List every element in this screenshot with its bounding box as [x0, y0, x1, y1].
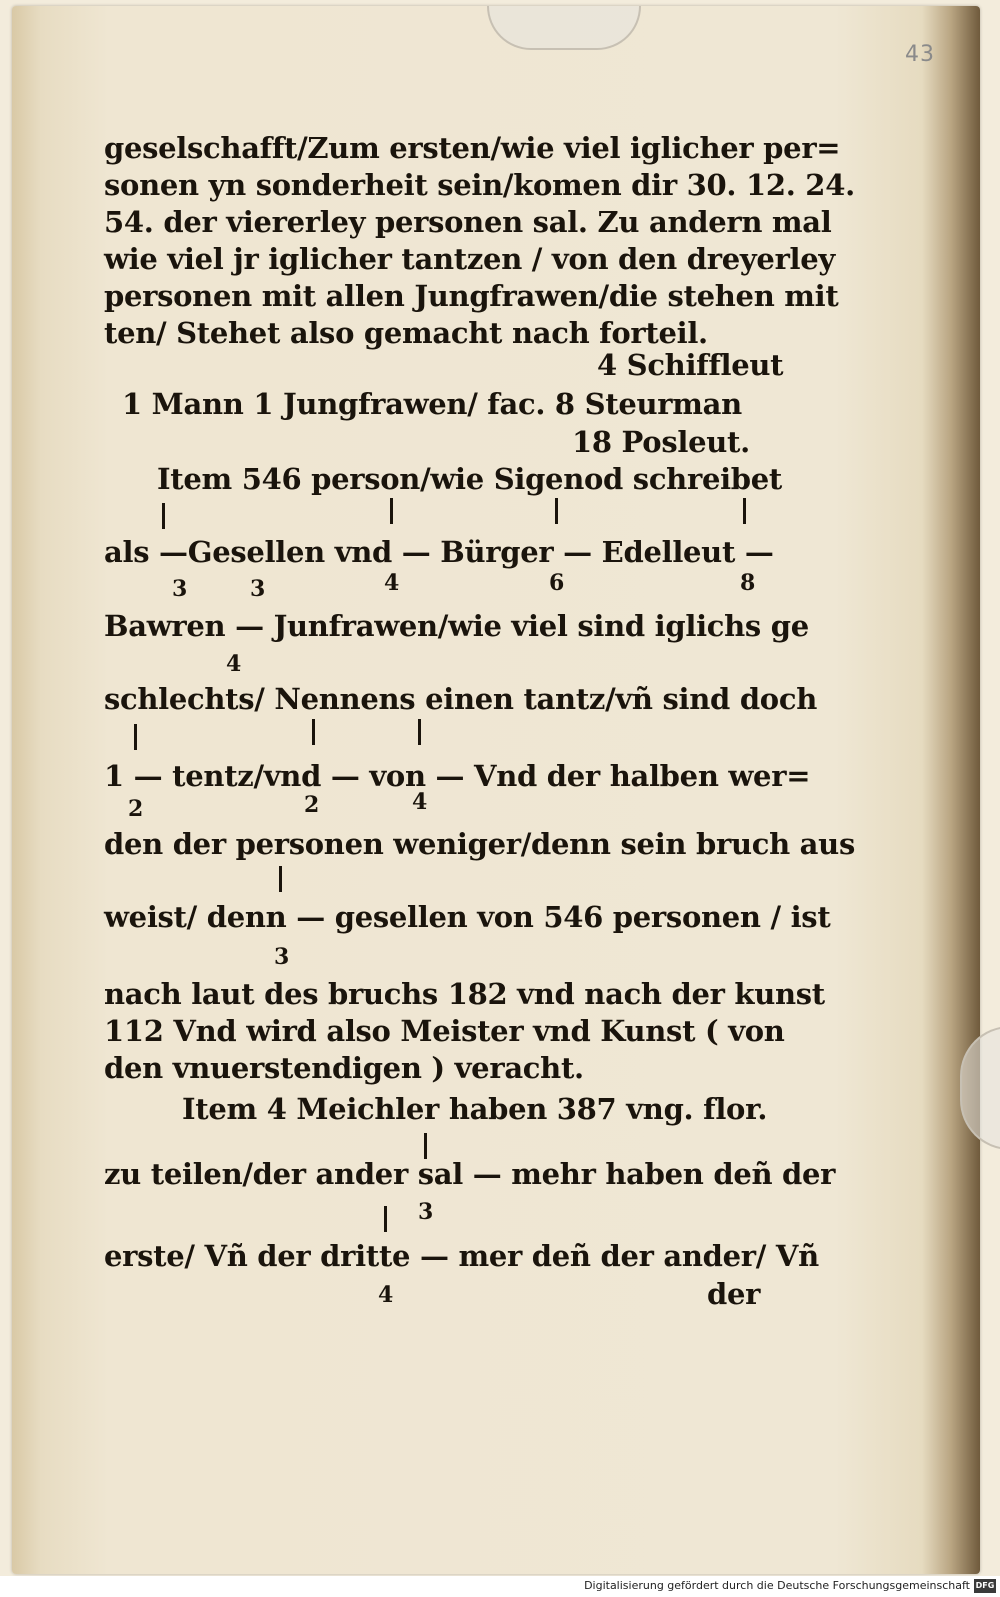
fraction-numerator: [390, 498, 393, 524]
page-clip-top: [487, 6, 641, 50]
fraction-denominator: 8: [740, 570, 756, 596]
fraction-denominator: 3: [418, 1199, 434, 1225]
text-line: 18 Posleut.: [572, 425, 750, 459]
text-line: den vnuerstendigen ) veracht.: [104, 1051, 584, 1085]
fraction-numerator: [312, 719, 315, 745]
text-line: 54. der viererley personen sal. Zu andern mal: [104, 205, 832, 239]
text-line: wie viel jr iglicher tantzen / von den dreyerley: [104, 242, 835, 276]
fraction-denominator: 3: [172, 576, 188, 602]
text-line: 112 Vnd wird also Meister vnd Kunst ( von: [104, 1014, 785, 1048]
page-clip-right: [960, 1026, 1000, 1150]
footer-bar: [0, 1576, 1000, 1597]
text-line: Item 4 Meichler haben 387 vng. flor.: [182, 1092, 768, 1126]
text-line: nach laut des bruchs 182 vnd nach der kunst: [104, 977, 825, 1011]
fraction-numerator: [162, 503, 165, 529]
fraction-numerator: [384, 1206, 387, 1232]
fraction-denominator: 4: [384, 570, 400, 596]
fraction-denominator: 4: [378, 1282, 394, 1308]
text-line: als —Gesellen vnd — Bürger — Edelleut —: [104, 535, 774, 569]
fraction-numerator: [555, 498, 558, 524]
fraction-numerator: [279, 866, 282, 892]
text-line: personen mit allen Jungfrawen/die stehen mit: [104, 279, 839, 313]
text-line: den der personen weniger/denn sein bruch aus: [104, 827, 855, 861]
fraction-denominator: 4: [226, 651, 242, 677]
catchword: der: [707, 1277, 761, 1311]
text-line: weist/ denn — gesellen von 546 personen / ist: [104, 900, 831, 934]
fraction-denominator: 4: [412, 789, 428, 815]
fraction-denominator: 6: [549, 570, 565, 596]
text-line: schlechts/ Nennens einen tantz/vñ sind doch: [104, 682, 817, 716]
text-line: 4 Schiffleut: [597, 348, 784, 382]
book-page: [12, 6, 980, 1574]
text-line: 1 — tentz/vnd — von — Vnd der halben wer=: [104, 759, 811, 793]
text-line: Item 546 person/wie Sigenod schreibet: [157, 462, 783, 496]
folio-number: 43: [905, 42, 935, 67]
footer-text: Digitalisierung gefördert durch die Deutsche Forschungsgemeinschaft: [584, 1579, 970, 1592]
text-line: geselschafft/Zum ersten/wie viel iglicher per=: [104, 131, 841, 165]
dfg-logo: DFG: [974, 1579, 996, 1593]
fraction-denominator: 2: [128, 796, 144, 822]
text-line: Bawren — Junfrawen/wie viel sind iglichs ge: [104, 609, 809, 643]
text-line: 1 Mann 1 Jungfrawen/ fac. 8 Steurman: [122, 387, 742, 421]
text-line: erste/ Vñ der dritte — mer deñ der ander/ Vñ: [104, 1239, 819, 1273]
fraction-numerator: [418, 719, 421, 745]
text-line: sonen yn sonderheit sein/komen dir 30. 12. 24.: [104, 168, 855, 202]
text-line: zu teilen/der ander sal — mehr haben deñ der: [104, 1157, 836, 1191]
fraction-denominator: 3: [250, 576, 266, 602]
text-line: ten/ Stehet also gemacht nach forteil.: [104, 316, 708, 350]
fraction-denominator: 2: [304, 792, 320, 818]
fraction-numerator: [134, 724, 137, 750]
fraction-numerator: [743, 498, 746, 524]
fraction-denominator: 3: [274, 944, 290, 970]
